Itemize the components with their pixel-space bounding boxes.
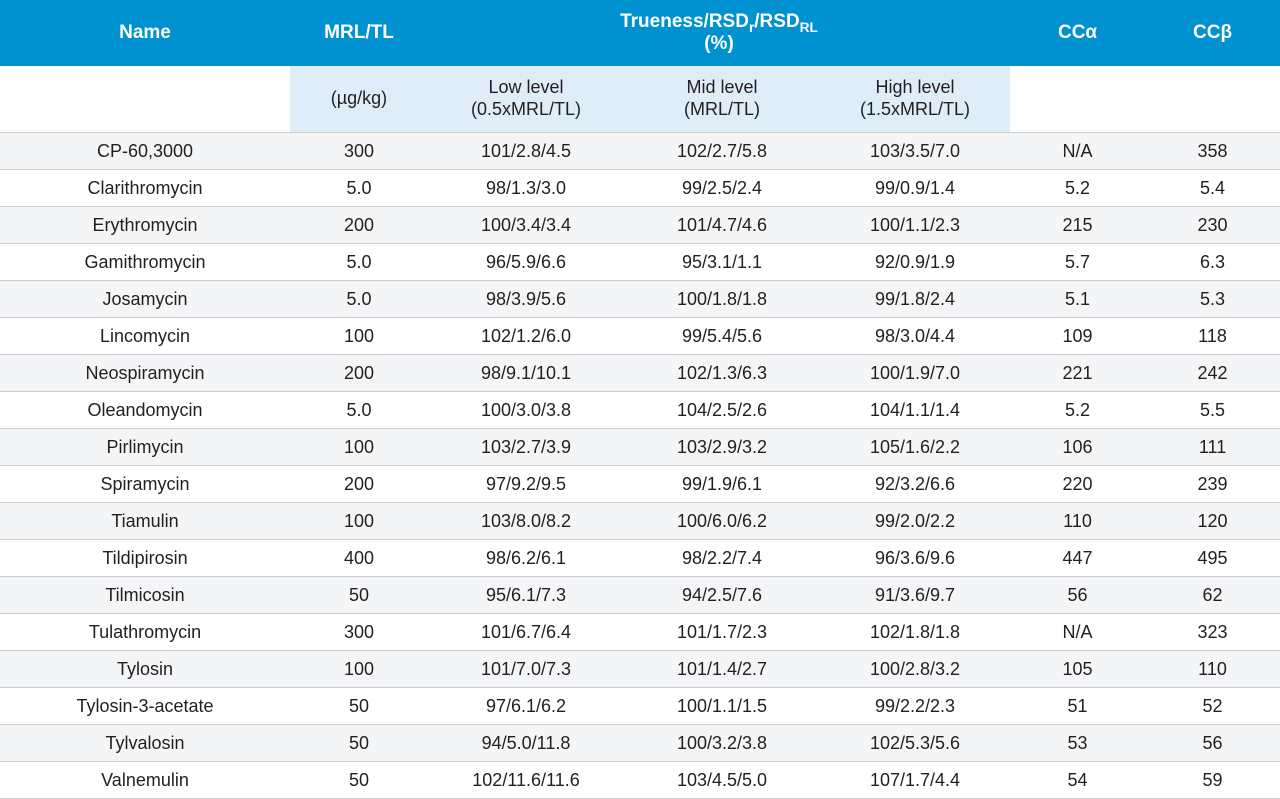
cell-compound-name: Tiamulin <box>0 503 290 540</box>
trueness-label-part2: /RSD <box>754 11 800 33</box>
cell-high-level: 105/1.6/2.2 <box>820 429 1010 466</box>
table-row <box>0 540 1280 577</box>
cell-low-level: 101/7.0/7.3 <box>428 651 624 688</box>
cell-cc-alpha: 5.7 <box>1010 244 1145 281</box>
cell-cc-alpha: 5.1 <box>1010 281 1145 318</box>
cell-compound-name: Clarithromycin <box>0 170 290 207</box>
cell-compound-name: Valnemulin <box>0 762 290 799</box>
cell-high-level: 92/3.2/6.6 <box>820 466 1010 503</box>
trueness-subscript-r: r <box>748 19 755 35</box>
subheader-mid-level-line2: (MRL/TL) <box>684 99 760 119</box>
cell-high-level: 102/5.3/5.6 <box>820 725 1010 762</box>
cell-mrl-tl: 100 <box>290 429 428 466</box>
cell-mrl-tl: 5.0 <box>290 392 428 429</box>
cell-compound-name: CP-60,3000 <box>0 133 290 170</box>
subheader-low-level <box>428 66 624 133</box>
cell-mrl-tl: 100 <box>290 318 428 355</box>
cell-high-level: 98/3.0/4.4 <box>820 318 1010 355</box>
cell-low-level: 103/2.7/3.9 <box>428 429 624 466</box>
cell-low-level: 94/5.0/11.8 <box>428 725 624 762</box>
cell-mid-level: 99/2.5/2.4 <box>624 170 820 207</box>
cell-mid-level: 102/2.7/5.8 <box>624 133 820 170</box>
subheader-blank-cca <box>1010 66 1145 133</box>
cell-mrl-tl: 400 <box>290 540 428 577</box>
cell-compound-name: Tylvalosin <box>0 725 290 762</box>
cell-low-level: 98/3.9/5.6 <box>428 281 624 318</box>
cell-cc-alpha: 221 <box>1010 355 1145 392</box>
cell-cc-beta: 56 <box>1145 725 1280 762</box>
table-body <box>0 133 1280 799</box>
cell-compound-name: Tylosin-3-acetate <box>0 688 290 725</box>
cell-low-level: 95/6.1/7.3 <box>428 577 624 614</box>
table-header-row-main <box>0 0 1280 66</box>
cell-mrl-tl: 5.0 <box>290 281 428 318</box>
cell-cc-beta: 5.3 <box>1145 281 1280 318</box>
cell-high-level: 99/1.8/2.4 <box>820 281 1010 318</box>
cell-cc-beta: 59 <box>1145 762 1280 799</box>
cell-mid-level: 100/1.8/1.8 <box>624 281 820 318</box>
cell-high-level: 91/3.6/9.7 <box>820 577 1010 614</box>
table-header-row-sub <box>0 66 1280 133</box>
table-row <box>0 577 1280 614</box>
cell-low-level: 102/11.6/11.6 <box>428 762 624 799</box>
cell-cc-alpha: 54 <box>1010 762 1145 799</box>
table-row <box>0 651 1280 688</box>
cell-cc-alpha: 110 <box>1010 503 1145 540</box>
cell-compound-name: Tylosin <box>0 651 290 688</box>
cell-high-level: 92/0.9/1.9 <box>820 244 1010 281</box>
cell-cc-beta: 495 <box>1145 540 1280 577</box>
cell-low-level: 97/9.2/9.5 <box>428 466 624 503</box>
cell-cc-beta: 239 <box>1145 466 1280 503</box>
table-row <box>0 170 1280 207</box>
cell-cc-alpha: 220 <box>1010 466 1145 503</box>
cell-cc-alpha: N/A <box>1010 133 1145 170</box>
cell-mid-level: 103/4.5/5.0 <box>624 762 820 799</box>
cell-cc-alpha: N/A <box>1010 614 1145 651</box>
cell-high-level: 100/1.1/2.3 <box>820 207 1010 244</box>
cell-mrl-tl: 50 <box>290 725 428 762</box>
table-row <box>0 318 1280 355</box>
cell-high-level: 99/0.9/1.4 <box>820 170 1010 207</box>
cell-low-level: 98/6.2/6.1 <box>428 540 624 577</box>
cell-cc-beta: 5.5 <box>1145 392 1280 429</box>
cell-mid-level: 99/5.4/5.6 <box>624 318 820 355</box>
subheader-high-level-line1: High level <box>875 77 955 98</box>
column-header-cc-beta: CCβ <box>1145 0 1280 66</box>
cell-mid-level: 100/6.0/6.2 <box>624 503 820 540</box>
subheader-high-level-line2: (1.5xMRL/TL) <box>860 99 971 119</box>
subheader-high-level <box>820 66 1010 133</box>
cell-cc-alpha: 53 <box>1010 725 1145 762</box>
cell-cc-alpha: 215 <box>1010 207 1145 244</box>
cell-cc-beta: 111 <box>1145 429 1280 466</box>
cell-high-level: 96/3.6/9.6 <box>820 540 1010 577</box>
subheader-low-level-line2: (0.5xMRL/TL) <box>470 99 582 119</box>
cell-mid-level: 102/1.3/6.3 <box>624 355 820 392</box>
cell-mrl-tl: 50 <box>290 762 428 799</box>
cell-mid-level: 98/2.2/7.4 <box>624 540 820 577</box>
cell-mrl-tl: 300 <box>290 614 428 651</box>
cell-mid-level: 101/1.7/2.3 <box>624 614 820 651</box>
subheader-unit: (µg/kg) <box>290 66 428 133</box>
cell-mrl-tl: 300 <box>290 133 428 170</box>
cell-cc-beta: 52 <box>1145 688 1280 725</box>
cell-mrl-tl: 50 <box>290 688 428 725</box>
cell-compound-name: Tulathromycin <box>0 614 290 651</box>
cell-compound-name: Spiramycin <box>0 466 290 503</box>
cell-cc-beta: 5.4 <box>1145 170 1280 207</box>
cell-compound-name: Lincomycin <box>0 318 290 355</box>
cell-cc-alpha: 106 <box>1010 429 1145 466</box>
cell-high-level: 104/1.1/1.4 <box>820 392 1010 429</box>
table-row <box>0 503 1280 540</box>
cell-cc-alpha: 109 <box>1010 318 1145 355</box>
cell-high-level: 102/1.8/1.8 <box>820 614 1010 651</box>
cell-mrl-tl: 5.0 <box>290 170 428 207</box>
subheader-mid-level-line1: Mid level <box>686 77 758 98</box>
column-header-mrl-tl: MRL/TL <box>290 0 428 66</box>
cell-high-level: 99/2.2/2.3 <box>820 688 1010 725</box>
cell-low-level: 96/5.9/6.6 <box>428 244 624 281</box>
cell-low-level: 98/9.1/10.1 <box>428 355 624 392</box>
cell-mid-level: 94/2.5/7.6 <box>624 577 820 614</box>
cell-low-level: 100/3.4/3.4 <box>428 207 624 244</box>
cell-cc-beta: 358 <box>1145 133 1280 170</box>
cell-mid-level: 103/2.9/3.2 <box>624 429 820 466</box>
cell-mrl-tl: 200 <box>290 207 428 244</box>
cell-cc-beta: 62 <box>1145 577 1280 614</box>
column-header-name: Name <box>0 0 290 66</box>
subheader-low-level-line1: Low level <box>488 77 564 98</box>
cell-cc-alpha: 447 <box>1010 540 1145 577</box>
cell-cc-alpha: 5.2 <box>1010 170 1145 207</box>
cell-high-level: 107/1.7/4.4 <box>820 762 1010 799</box>
cell-high-level: 103/3.5/7.0 <box>820 133 1010 170</box>
cell-compound-name: Josamycin <box>0 281 290 318</box>
cell-mid-level: 101/1.4/2.7 <box>624 651 820 688</box>
cell-low-level: 101/2.8/4.5 <box>428 133 624 170</box>
cell-cc-alpha: 51 <box>1010 688 1145 725</box>
cell-cc-alpha: 56 <box>1010 577 1145 614</box>
cell-mrl-tl: 5.0 <box>290 244 428 281</box>
cell-compound-name: Tilmicosin <box>0 577 290 614</box>
cell-compound-name: Oleandomycin <box>0 392 290 429</box>
table-row <box>0 133 1280 170</box>
cell-high-level: 100/1.9/7.0 <box>820 355 1010 392</box>
cell-high-level: 100/2.8/3.2 <box>820 651 1010 688</box>
table-row <box>0 244 1280 281</box>
cell-compound-name: Erythromycin <box>0 207 290 244</box>
cell-compound-name: Neospiramycin <box>0 355 290 392</box>
cell-high-level: 99/2.0/2.2 <box>820 503 1010 540</box>
trueness-subscript-rl: RL <box>799 19 818 35</box>
cell-low-level: 103/8.0/8.2 <box>428 503 624 540</box>
cell-mid-level: 95/3.1/1.1 <box>624 244 820 281</box>
cell-low-level: 100/3.0/3.8 <box>428 392 624 429</box>
cell-mid-level: 100/3.2/3.8 <box>624 725 820 762</box>
table-row <box>0 614 1280 651</box>
cell-cc-beta: 118 <box>1145 318 1280 355</box>
table-header <box>0 0 1280 133</box>
cell-mid-level: 99/1.9/6.1 <box>624 466 820 503</box>
cell-low-level: 102/1.2/6.0 <box>428 318 624 355</box>
subheader-blank-name <box>0 66 290 133</box>
cell-cc-alpha: 5.2 <box>1010 392 1145 429</box>
cell-low-level: 97/6.1/6.2 <box>428 688 624 725</box>
table-row <box>0 355 1280 392</box>
table-row <box>0 466 1280 503</box>
table-row <box>0 429 1280 466</box>
cell-cc-beta: 120 <box>1145 503 1280 540</box>
column-header-trueness-group <box>428 0 1010 66</box>
cell-cc-beta: 110 <box>1145 651 1280 688</box>
table-row <box>0 762 1280 799</box>
cell-mrl-tl: 200 <box>290 355 428 392</box>
cell-cc-beta: 242 <box>1145 355 1280 392</box>
table-row <box>0 207 1280 244</box>
trueness-units: (%) <box>704 33 734 54</box>
cell-mrl-tl: 100 <box>290 503 428 540</box>
subheader-blank-ccb <box>1145 66 1280 133</box>
cell-low-level: 98/1.3/3.0 <box>428 170 624 207</box>
table-row <box>0 281 1280 318</box>
cell-low-level: 101/6.7/6.4 <box>428 614 624 651</box>
column-header-cc-alpha: CCα <box>1010 0 1145 66</box>
cell-mid-level: 100/1.1/1.5 <box>624 688 820 725</box>
table-row <box>0 392 1280 429</box>
cell-mid-level: 101/4.7/4.6 <box>624 207 820 244</box>
cell-cc-beta: 323 <box>1145 614 1280 651</box>
cell-cc-alpha: 105 <box>1010 651 1145 688</box>
cell-mid-level: 104/2.5/2.6 <box>624 392 820 429</box>
cell-mrl-tl: 200 <box>290 466 428 503</box>
cell-cc-beta: 230 <box>1145 207 1280 244</box>
cell-compound-name: Pirlimycin <box>0 429 290 466</box>
cell-compound-name: Gamithromycin <box>0 244 290 281</box>
cell-compound-name: Tildipirosin <box>0 540 290 577</box>
cell-mrl-tl: 100 <box>290 651 428 688</box>
trueness-label-part1: Trueness/RSD <box>620 11 749 33</box>
table-row <box>0 725 1280 762</box>
cell-mrl-tl: 50 <box>290 577 428 614</box>
table-row <box>0 688 1280 725</box>
subheader-mid-level <box>624 66 820 133</box>
cell-cc-beta: 6.3 <box>1145 244 1280 281</box>
